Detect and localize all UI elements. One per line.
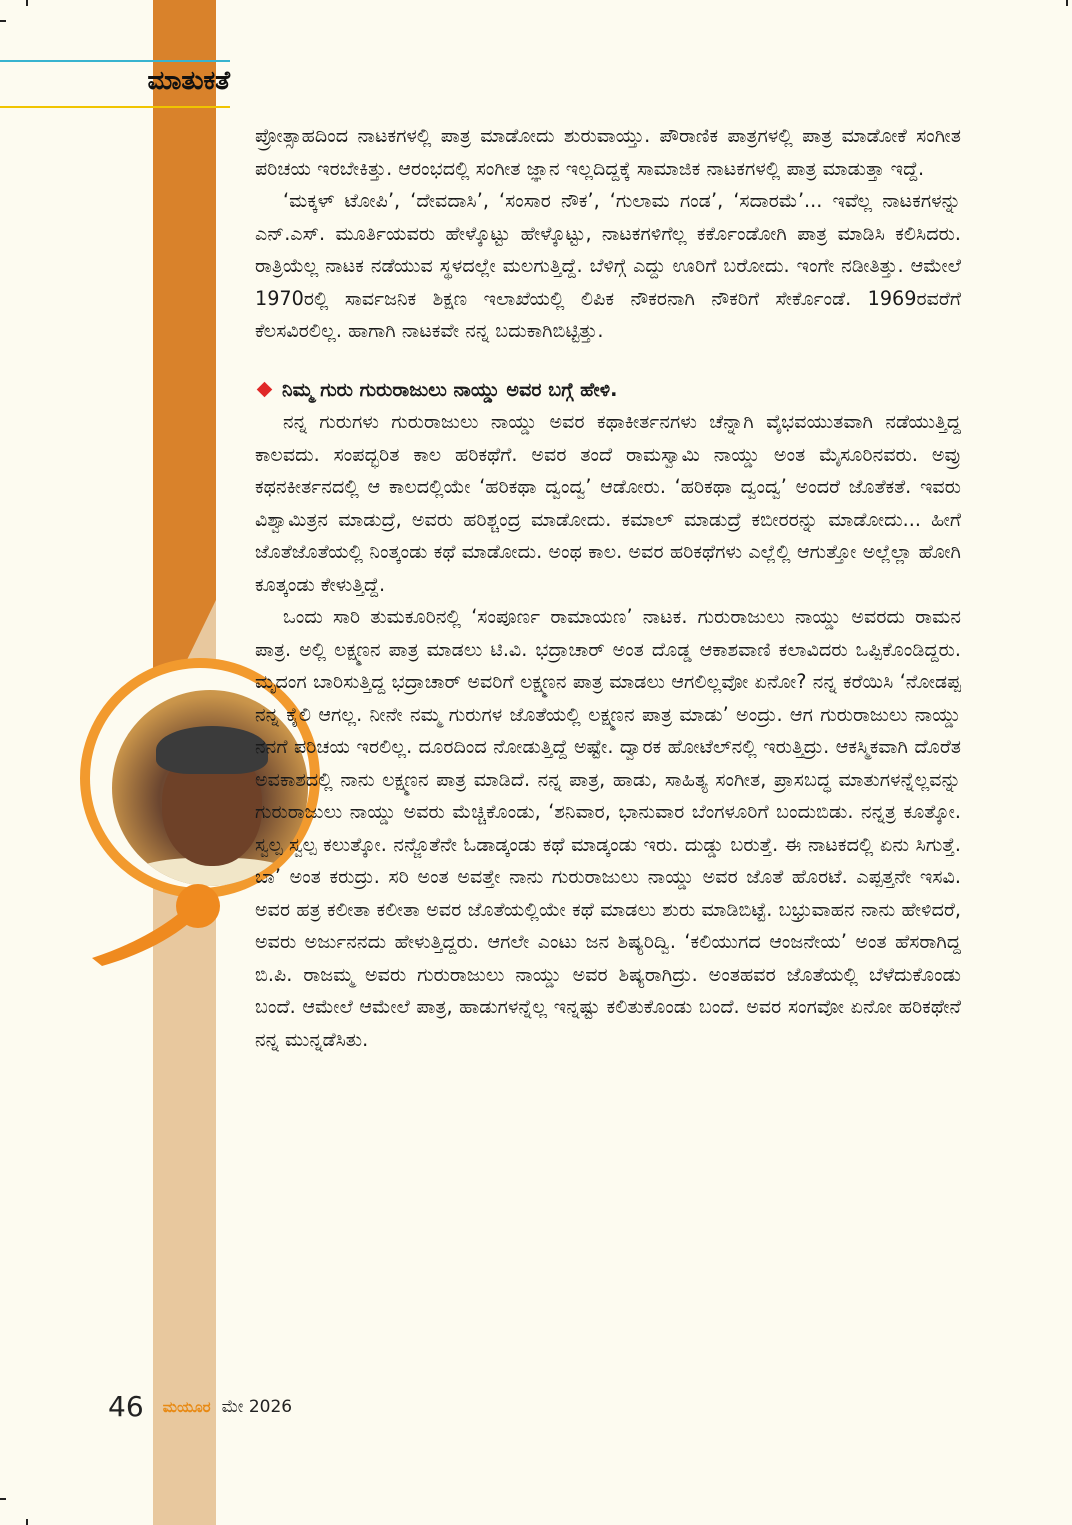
page-footer — [108, 1390, 292, 1430]
paragraph: ‘ಮಕ್ಕಳ್ ಟೋಪಿ’, ‘ದೇವದಾಸಿ’, ‘ಸಂಸಾರ ನೌಕ’, ‘ಗುಲಾಮ ಗಂಡ’, ‘ಸದಾರಮೆ’... ಇವೆಲ್ಲ ನಾಟಕಗಳನ್ನು ಎನ್.ಎಸ್. ಮೂರ್ತಿಯವರು ಹೇಳ್ಕೊಟ್ಟು ಹೇಳ್ಕೊಟ್ಟು, ನಾಟಕಗಳಿಗೆಲ್ಲ ಕರ್ಕೊಂಡೋಗಿ ಪಾತ್ರ ಮಾಡಿಸಿ ಕಲಿಸಿದರು. ರಾತ್ರಿಯೆಲ್ಲ ನಾಟಕ ನಡೆಯುವ ಸ್ಥಳದಲ್ಲೇ ಮಲಗುತ್ತಿದ್ದೆ. ಬೆಳಿಗ್ಗೆ ಎದ್ದು ಊರಿಗೆ ಬರೋದು. ಇಂಗೇ ನಡೀತಿತ್ತು. ಆಮೇಲೆ 1970ರಲ್ಲಿ ಸಾರ್ವಜನಿಕ ಶಿಕ್ಷಣ ಇಲಾಖೆಯಲ್ಲಿ ಲಿಪಿಕ ನೌಕರನಾಗಿ ನೌಕರಿಗೆ ಸೇರ್ಕೊಂಡೆ. 1969ರವರೆಗೆ ಕೆಲಸವಿರಲಿಲ್ಲ. ಹಾಗಾಗಿ ನಾಟಕವೇ ನನ್ನ ಬದುಕಾಗಿಬಿಟ್ಟಿತ್ತು. — [255, 189, 961, 342]
answer-paragraph: ಒಂದು ಸಾರಿ ತುಮಕೂರಿನಲ್ಲಿ ‘ಸಂಪೂರ್ಣ ರಾಮಾಯಣ’ ನಾಟಕ. ಗುರುರಾಜುಲು ನಾಯ್ಡು ಅವರದು ರಾಮನ ಪಾತ್ರ. ಅಲ್ಲಿ ಲಕ್ಷ್ಮಣನ ಪಾತ್ರ ಮಾಡಲು ಟಿ.ವಿ. ಭದ್ರಾಚಾರ್ ಅಂತ ದೊಡ್ಡ ಆಕಾಶವಾಣಿ ಕಲಾವಿದರು ಒಪ್ಪಿಕೊಂಡಿದ್ದರು. ಮೃದಂಗ ಬಾರಿಸುತ್ತಿದ್ದ ಭದ್ರಾಚಾರ್ ಅವರಿಗೆ ಲಕ್ಷ್ಮಣನ ಪಾತ್ರ ಮಾಡಲು ಆಗಲಿಲ್ಲವೋ ಏನೋ? ನನ್ನ ಕರೆಯಿಸಿ ‘ನೋಡಪ್ಪ ನನ್ನ ಕೈಲಿ ಆಗಲ್ಲ. ನೀನೇ ನಮ್ಮ ಗುರುಗಳ ಜೊತೆಯಲ್ಲಿ ಲಕ್ಷ್ಮಣನ ಪಾತ್ರ ಮಾಡು’ ಅಂದ್ರು. ಆಗ ಗುರುರಾಜುಲು ನಾಯ್ಡು ನನಗೆ ಪರಿಚಯ ಇರಲಿಲ್ಲ. ದೂರದಿಂದ ನೋಡುತ್ತಿದ್ದೆ ಅಷ್ಟೇ. ದ್ವಾರಕ ಹೋಟೆಲ್‌ನಲ್ಲಿ ಇರುತ್ತಿದ್ರು. ಆಕಸ್ಮಿಕವಾಗಿ ದೊರೆತ ಅವಕಾಶದಲ್ಲಿ ನಾನು ಲಕ್ಷ್ಮಣನ ಪಾತ್ರ ಮಾಡಿದೆ. ನನ್ನ ಪಾತ್ರ, ಹಾಡು, ಸಾಹಿತ್ಯ ಸಂಗೀತ, ಪ್ರಾಸಬದ್ಧ ಮಾತುಗಳನ್ನೆಲ್ಲವನ್ನು ಗುರುರಾಜುಲು ನಾಯ್ಡು ಅವರು ಮೆಚ್ಚಿಕೊಂಡು, ‘ಶನಿವಾರ, ಭಾನುವಾರ ಬೆಂಗಳೂರಿಗೆ ಬಂದುಬಿಡು. ನನ್ನತ್ರ ಕೂತ್ಕೋ. ಸ್ವಲ್ಪ ಸ್ವಲ್ಪ ಕಲುತ್ಕೋ. ನನ್ಜೊತೆನೇ ಓಡಾಡ್ಕಂಡು ಕಥೆ ಮಾಡ್ಕಂಡು ಇರು. ದುಡ್ಡು ಬರುತ್ತೆ. ಈ ನಾಟಕದಲ್ಲಿ ಏನು ಸಿಗುತ್ತೆ. ಬಾ’ ಅಂತ ಕರುದ್ರು. ಸರಿ ಅಂತ ಅವತ್ತೇ ನಾನು ಗುರುರಾಜುಲು ನಾಯ್ಡು ಅವರ ಜೊತೆ ಹೊರಟೆ. ಎಪ್ಪತ್ತನೇ ಇಸವಿ. ಅವರ ಹತ್ರ ಕಲೀತಾ ಕಲೀತಾ ಅವರ ಜೊತೆಯಲ್ಲಿಯೇ ಕಥೆ ಮಾಡಲು ಶುರು ಮಾಡಿಬಿಟ್ಟೆ. ಬಭ್ರುವಾಹನ ನಾನು ಹೇಳಿದರೆ, ಅವರು ಅರ್ಜುನನದು ಹೇಳುತ್ತಿದ್ದರು. ಆಗಲೇ ಎಂಟು ಜನ ಶಿಷ್ಯರಿದ್ವಿ. ‘ಕಲಿಯುಗದ ಆಂಜನೇಯ’ ಅಂತ ಹೆಸರಾಗಿದ್ದ ಬಿ.ಪಿ. ರಾಜಮ್ಮ ಅವರು ಗುರುರಾಜುಲು ನಾಯ್ಡು ಅವರ ಶಿಷ್ಯರಾಗಿದ್ರು. ಅಂತಹವರ ಜೊತೆಯಲ್ಲಿ ಬೆಳೆದುಕೊಂಡು ಬಂದೆ. ಆಮೇಲೆ ಆಮೇಲೆ ಪಾತ್ರ, ಹಾಡುಗಳನ್ನೆಲ್ಲ ಇನ್ನಷ್ಟು ಕಲಿತುಕೊಂಡು ಬಂದೆ. ಅವರ ಸಂಗವೋ ಏನೋ ಹರಿಕಥೇನೆ ನನ್ನ ಮುನ್ನಡೆಸಿತು. — [255, 605, 961, 1051]
paragraph: ಪ್ರೋತ್ಸಾಹದಿಂದ ನಾಟಕಗಳಲ್ಲಿ ಪಾತ್ರ ಮಾಡೋದು ಶುರುವಾಯ್ತು. ಪೌರಾಣಿಕ ಪಾತ್ರಗಳಲ್ಲಿ ಪಾತ್ರ ಮಾಡೋಕೆ ಸಂಗೀತ ಪರಿಚಯ ಇರಬೇಕಿತ್ತು. ಆರಂಭದಲ್ಲಿ ಸಂಗೀತ ಜ್ಞಾನ ಇಲ್ಲದಿದ್ದಕ್ಕೆ ಸಾಮಾಜಿಕ ನಾಟಕಗಳಲ್ಲಿ ಪಾತ್ರ ಮಾಡುತ್ತಾ ಇದ್ದೆ. — [255, 124, 961, 180]
page-number: 46 — [108, 1390, 144, 1423]
issue-date: ಮೇ 2026 — [221, 1396, 293, 1417]
crop-mark — [26, 0, 28, 6]
crop-mark — [26, 1519, 28, 1525]
section-rule-top — [0, 60, 230, 62]
section-label: ಮಾತುಕತೆ — [147, 66, 230, 96]
article-body — [255, 120, 961, 1390]
diamond-bullet-icon — [257, 381, 273, 397]
quote-dot-icon — [176, 884, 220, 928]
question-text: ನಿಮ್ಮ ಗುರು ಗುರುರಾಜುಲು ನಾಯ್ಡು ಅವರ ಬಗ್ಗೆ ಹೇಳಿ. — [282, 377, 618, 401]
answer-paragraph: ನನ್ನ ಗುರುಗಳು ಗುರುರಾಜುಲು ನಾಯ್ಡು ಅವರ ಕಥಾಕೀರ್ತನಗಳು ಚೆನ್ನಾಗಿ ವೈಭವಯುತವಾಗಿ ನಡೆಯುತ್ತಿದ್ದ ಕಾಲವದು. ಸಂಪದ್ಭರಿತ ಕಾಲ ಹರಿಕಥೆಗೆ. ಅವರ ತಂದೆ ರಾಮಸ್ವಾಮಿ ನಾಯ್ಡು ಅಂತ ಮೈಸೂರಿನವರು. ಅವ್ರು ಕಥನಕೀರ್ತನದಲ್ಲಿ ಆ ಕಾಲದಲ್ಲಿಯೇ ‘ಹರಿಕಥಾ ದ್ವಂದ್ವ’ ಆಡೋರು. ‘ಹರಿಕಥಾ ದ್ವಂದ್ವ’ ಅಂದರೆ ಜೊತೆಕತೆ. ಇವರು ವಿಶ್ವಾಮಿತ್ರನ ಮಾಡುದ್ರೆ, ಅವರು ಹರಿಶ್ಚಂದ್ರ ಮಾಡೋದು. ಕಮಾಲ್ ಮಾಡುದ್ರೆ ಕಬೀರರನ್ನು ಮಾಡೋದು... ಹೀಗೆ ಜೊತೆಜೊತೆಯಲ್ಲಿ ನಿಂತ್ಕಂಡು ಕಥೆ ಮಾಡೋದು. ಅಂಥ ಕಾಲ. ಅವರ ಹರಿಕಥೆಗಳು ಎಲ್ಲೆಲ್ಲಿ ಆಗುತ್ತೋ ಅಲ್ಲೆಲ್ಲಾ ಹೋಗಿ ಕೂತ್ಕಂಡು ಕೇಳುತ್ತಿದ್ದೆ. — [255, 410, 961, 596]
crop-mark — [0, 20, 6, 22]
interview-question — [255, 374, 961, 407]
section-rule-bottom — [0, 106, 230, 108]
crop-mark — [1066, 0, 1068, 6]
crop-mark — [0, 1498, 6, 1500]
magazine-logo: ಮಯೂರ — [162, 1397, 211, 1416]
